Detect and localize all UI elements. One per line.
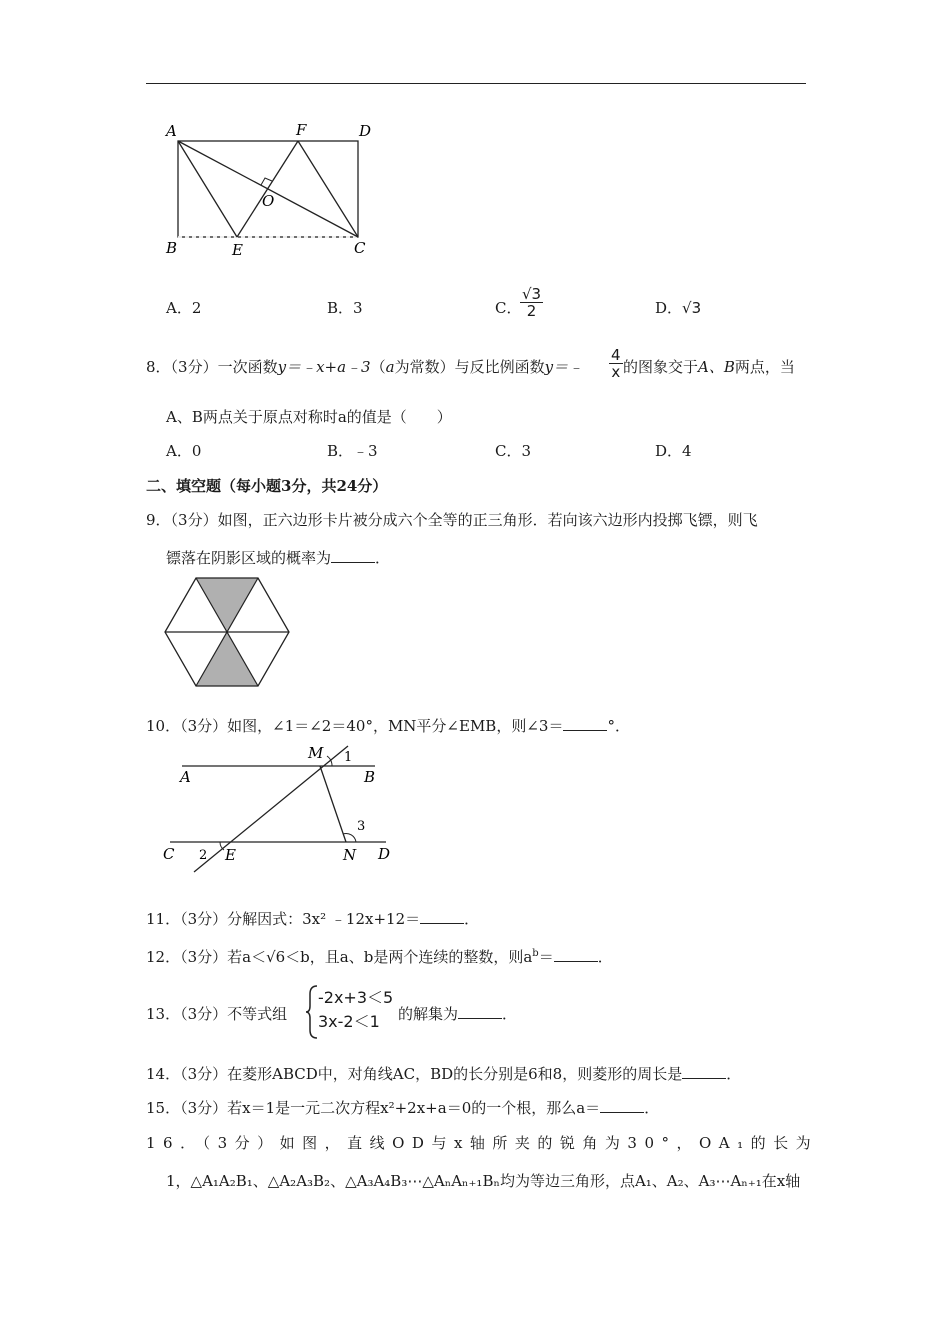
q15-text: 15．（3分）若x＝1是一元二次方程x²+2x+a＝0的一个根，那么a＝ ． <box>146 1099 660 1117</box>
answer-blank <box>458 1005 502 1019</box>
answer-blank <box>600 1099 644 1113</box>
q7-option-c-fraction: $\frac{√3}{2}$ <box>522 285 542 320</box>
q13-text-before: 13．（3分）不等式组 <box>146 1005 288 1023</box>
answer-blank <box>563 717 607 731</box>
q16-line1: 16．（3分）如图，直线OD与x轴所夹的锐角为30°，OA₁的长为 <box>146 1134 819 1152</box>
label-e: E <box>232 241 243 259</box>
q8-option-c: C．3 <box>495 442 532 460</box>
q11-text: 11．（3分）分解因式：3x² ﹣12x+12＝ ． <box>146 910 480 928</box>
label-m: M <box>308 744 324 762</box>
figure-q10-parallel-lines <box>160 742 400 877</box>
label-d: D <box>378 845 391 863</box>
label-f: F <box>296 121 307 139</box>
answer-blank <box>420 910 464 924</box>
label-angle-2: 2 <box>199 848 208 863</box>
label-c: C <box>354 239 366 257</box>
section-heading-fill-in: 二、填空题（每小题3分，共24分） <box>146 477 388 495</box>
label-b: B <box>364 768 376 786</box>
q7-option-b: B．3 <box>327 299 363 317</box>
answer-blank <box>554 948 598 962</box>
q9-line1: 9．（3分）如图，正六边形卡片被分成六个全等的正三角形．若向该六边形内投掷飞镖，则飞 <box>146 511 758 529</box>
label-angle-1: 1 <box>344 750 353 765</box>
q8-line1-tail: 的图象交于A、B两点，当 <box>623 358 795 376</box>
q13-inequality-1: -2x+3＜5 <box>318 988 394 1007</box>
answer-blank <box>682 1065 726 1079</box>
label-b: B <box>166 239 178 257</box>
header-rule <box>146 83 806 84</box>
q8-option-a: A．0 <box>166 442 202 460</box>
q10-text: 10．（3分）如图，∠1＝∠2＝40°，MN平分∠EMB，则∠3＝ °． <box>146 717 630 735</box>
q13-inequality-system <box>318 986 393 1034</box>
q9-line2: 镖落在阴影区域的概率为 ． <box>166 549 391 567</box>
label-a: A <box>166 122 177 140</box>
brace-icon <box>305 984 319 1040</box>
figure-q7-rectangle <box>160 118 390 263</box>
q7-option-a: A．2 <box>166 299 202 317</box>
label-a: A <box>180 768 191 786</box>
q8-line1: 8．（3分）一次函数y＝﹣x+a﹣3（a为常数）与反比例函数y＝﹣ <box>146 358 584 376</box>
label-e: E <box>225 846 236 864</box>
q7-option-c: C． <box>495 299 522 317</box>
q12-text: 12．（3分）若a＜√6＜b，且a、b是两个连续的整数，则$a^b=$ ． <box>146 948 613 966</box>
label-c: C <box>163 845 175 863</box>
q16-line2: 1，△A₁A₂B₁、△A₂A₃B₂、△A₃A₄B₃⋯△AₙAₙ₊₁Bₙ均为等边三角形，点A₁、A₂、A₃⋯Aₙ₊₁在x轴 <box>166 1172 801 1190</box>
q13-inequality-2: 3x-2＜1 <box>318 1012 380 1031</box>
q8-line2: A、B两点关于原点对称时a的值是（ ） <box>166 408 452 426</box>
q8-fraction: $\frac{4}{x}$ <box>611 346 621 381</box>
answer-blank <box>331 549 375 563</box>
label-angle-3: 3 <box>357 819 366 834</box>
label-d: D <box>359 122 372 140</box>
q14-text: 14．（3分）在菱形ABCD中，对角线AC，BD的长分别是6和8，则菱形的周长是 ． <box>146 1065 742 1083</box>
label-o: O <box>262 192 275 210</box>
q8-option-b: B．﹣3 <box>327 442 378 460</box>
q8-option-d: D．4 <box>655 442 692 460</box>
q7-option-d: D．√3 <box>655 299 702 317</box>
q13-text-after: 的解集为 ． <box>398 1005 518 1023</box>
label-n: N <box>343 846 357 864</box>
figure-q9-hexagon <box>162 576 292 688</box>
